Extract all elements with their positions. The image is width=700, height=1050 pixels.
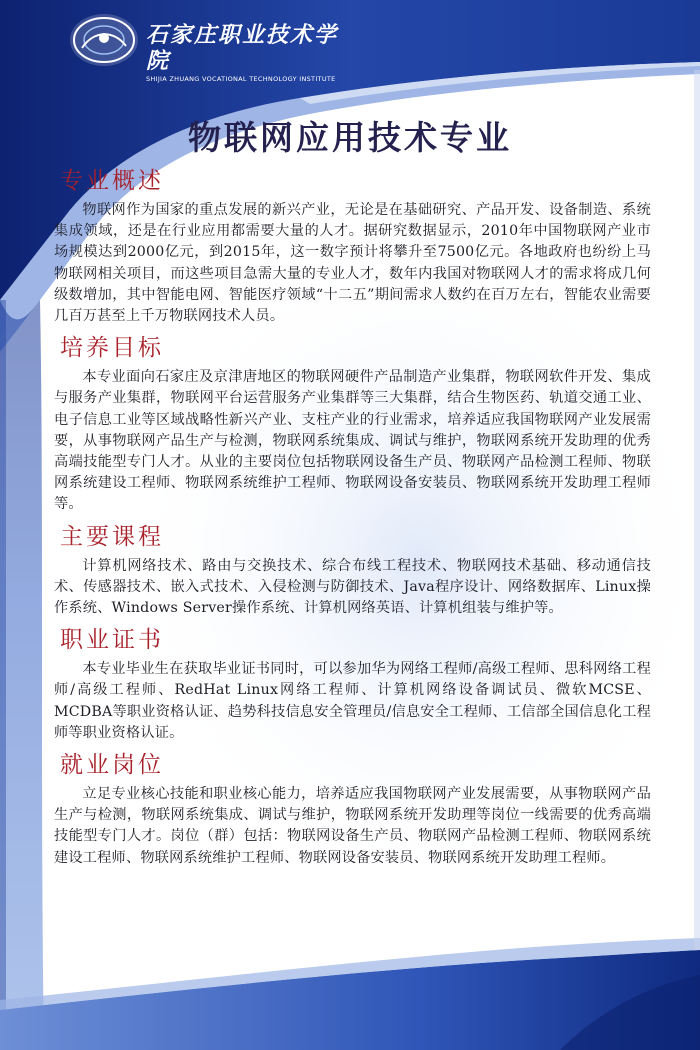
- school-logo: [68, 12, 358, 83]
- section-objectives: [54, 333, 651, 515]
- content: [54, 166, 651, 875]
- section-body: 物联网作为国家的重点发展的新兴产业，无论是在基础研究、产品开发、设备制造、系统集成领域，还是在行业应用都需要大量的人才。据研究数据显示，2010年中国物联网产业市场规模达到2000亿元，到2015年，这一数字预计将攀升至7500亿元。各地政府也纷纷上马物联网相关项目，而这些项目急需大量的专业人才，数年内我国对物联网人才的需求将成几何级数增加，其中智能电网、智能医疗领域“十二五”期间需求人数约在百万左右，智能农业需要几百万甚至上千万物联网技术人员。: [54, 202, 651, 325]
- school-emblem-icon: [68, 12, 140, 68]
- section-body: 本专业面向石家庄及京津唐地区的物联网硬件产品制造产业集群，物联网软件开发、集成与服务产业集群，物联网平台运营服务产业集群等三大集群，结合生物医药、轨道交通工业、电子信息工业等区域战略性新兴产业、支柱产业的行业需求，培养适应我国物联网产业发展需要，从事物联网产品生产与检测，物联网系统集成、调试与维护，物联网系统开发助理的优秀高端技能型专门人才。从业的主要岗位包括物联网设备生产员、物联网产品检测工程师、物联网系统建设工程师、物联网系统维护工程师、物联网设备安装员、物联网系统开发助理工程师等。: [54, 369, 651, 513]
- section-courses: [54, 522, 651, 620]
- section-certificates: [54, 625, 651, 744]
- section-heading: 主要课程: [60, 523, 164, 550]
- page-title: 物联网应用技术专业: [188, 118, 512, 157]
- section-heading: 专业概述: [60, 168, 164, 194]
- logo-wordmark: [146, 22, 358, 84]
- section-employment: [54, 750, 651, 869]
- section-heading: 职业证书: [60, 627, 164, 654]
- section-body: 立足专业核心技能和职业核心能力，培养适应我国物联网产业发展需要，从事物联网产品生产与检测，物联网系统集成、调试与维护，物联网系统开发助理等岗位一线需要的优秀高端技能型专门人才。岗位（群）包括：物联网设备生产员、物联网产品检测工程师、物联网系统建设工程师、物联网系统维护工程师、物联网设备安装员、物联网系统开发助理工程师。: [54, 786, 651, 866]
- section-body: 计算机网络技术、路由与交换技术、综合布线工程技术、物联网技术基础、移动通信技术、传感器技术、嵌入式技术、入侵检测与防御技术、Java程序设计、网络数据库、Linux操作系统、Windows Server操作系统、计算机网络英语、计算机组装与维护等。: [54, 557, 651, 617]
- section-overview: [54, 166, 651, 327]
- section-heading: 就业岗位: [60, 752, 164, 779]
- section-heading: 培养目标: [60, 335, 164, 362]
- school-name: 石家庄职业技术学院: [146, 22, 339, 74]
- section-body: 本专业毕业生在获取毕业证书同时，可以参加华为网络工程师/高级工程师、思科网络工程师/高级工程师、RedHat Linux网络工程师、计算机网络设备调试员、微软MCSE、MCDBA等职业资格认证、趋势科技信息安全管理员/信息安全工程师、工信部全国信息化工程师等职业资格认证。: [54, 661, 651, 741]
- school-name-en: SHIJIA ZHUANG VOCATIONAL TECHNOLOGY INSTITUTE: [146, 75, 336, 83]
